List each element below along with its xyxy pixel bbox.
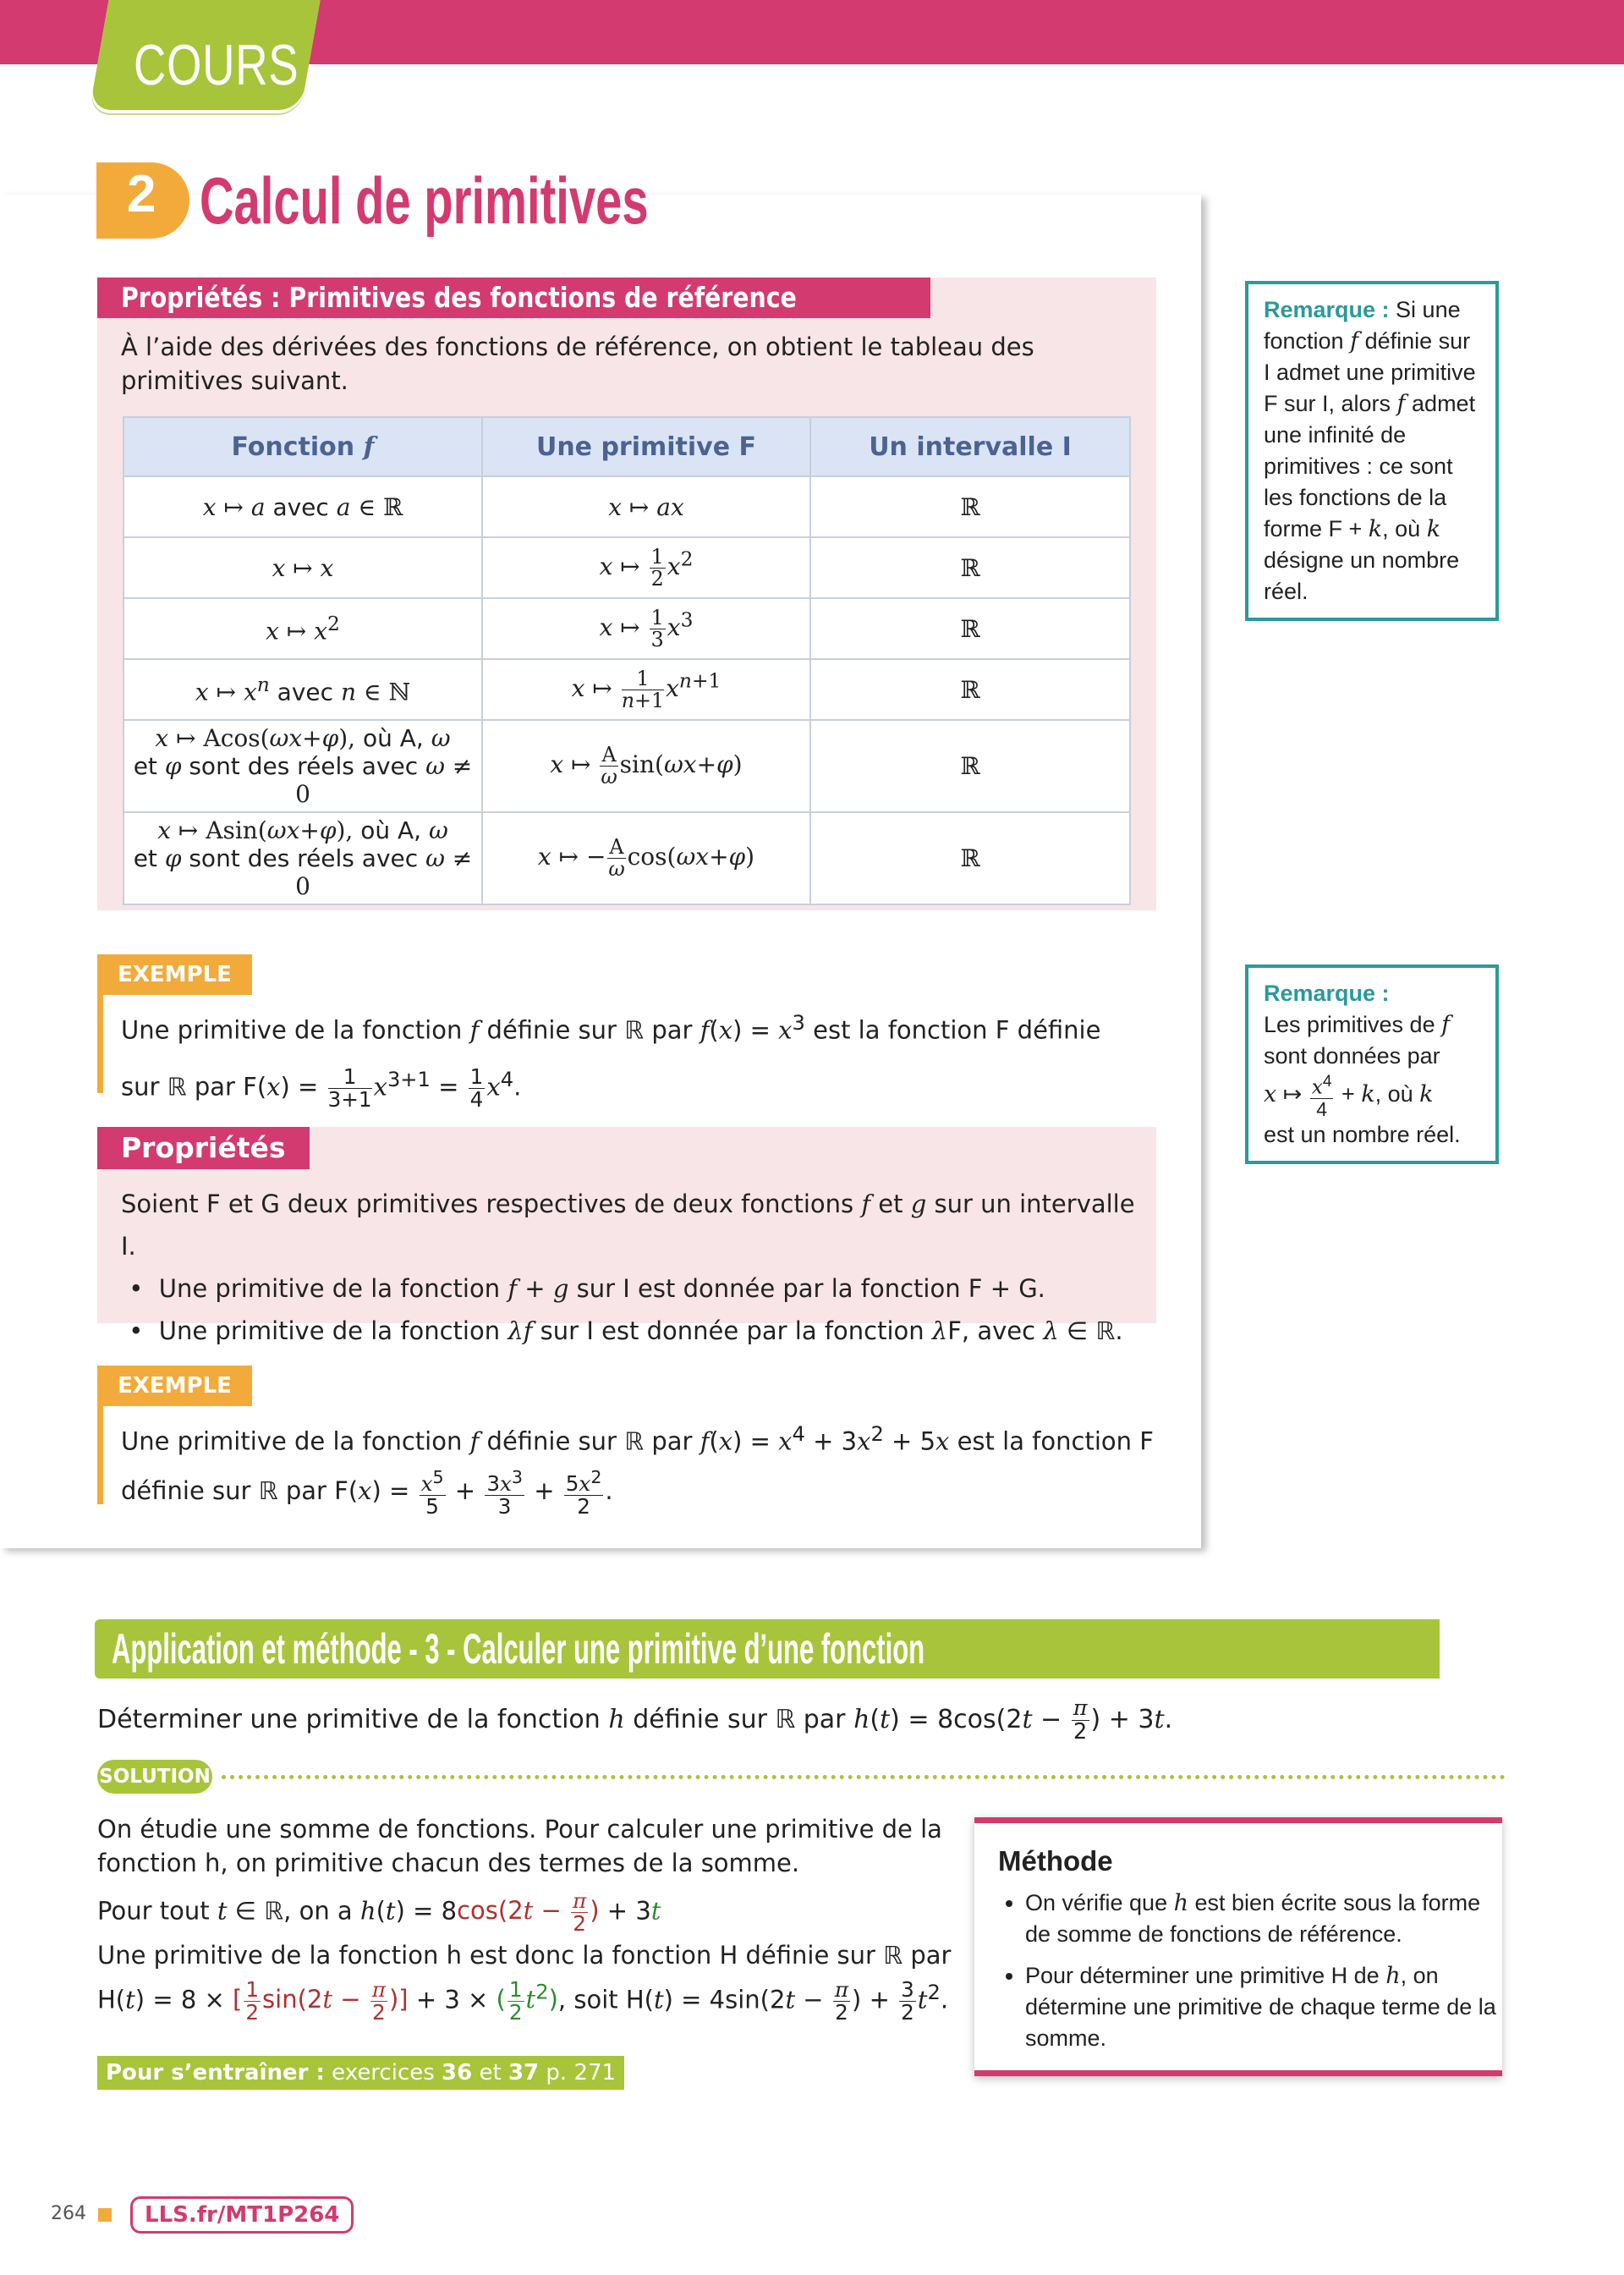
properties-heading-2: Propriétés (97, 1127, 310, 1169)
properties-text-2: Soient F et G deux primitives respectives de deux fonctions f et g sur un intervalle I. • Une primitive de la fonction f + g sur I est donnée par la fonction F + G. • Une primitive de la fonction λf sur I est donnée par la fonction λF, avec λ ∈ ℝ. (121, 1190, 1135, 1345)
cell-function: x ↦ Acos(ωx+φ), où A, ω et φ sont des réels avec ω ≠ 0 (123, 720, 482, 812)
primitives-table (123, 416, 1131, 905)
method-item: • On vérifie que h est bien écrite sous la forme de somme de fonctions de référence. (1025, 1888, 1502, 1950)
table-row (123, 537, 1130, 598)
practice-link[interactable]: Pour s’entraîner : exercices 36 et 37 p. 271 (97, 2056, 624, 2090)
table-row (123, 812, 1130, 904)
solution-divider (222, 1775, 1506, 1779)
cell-interval: ℝ (810, 537, 1130, 598)
section-number: 2 (127, 165, 156, 223)
cell-primitive: x ↦ $\frac{A}{\omega}$ sin(ωx+φ) (482, 720, 810, 812)
table-row (123, 476, 1130, 537)
properties-intro: À l’aide des dérivées des fonctions de référence, on obtient le tableau des primitives suivant. (121, 332, 1034, 395)
solution-paragraph: H(t) = 8 × [ $\frac{1}{2}$ sin(2t − $\frac{\pi}{2}$ )] + 3 × ( $\frac{1}{2}$ $t^2$), soit H(t) = 4sin(2t − $\frac{\pi}{2}$ ) + $\frac{3}{2}$ $t^2$. (97, 1977, 949, 2025)
footer-square (98, 2208, 112, 2222)
table-row (123, 659, 1130, 720)
method-title: Méthode (998, 1845, 1113, 1877)
remark-box: Remarque : Si une fonction f définie sur I admet une primitive F sur I, alors f admet une infinité de primitives : ce sont les fonctions de la forme F + k, où k désigne un nombre réel. (1245, 281, 1499, 621)
remark-label-2: Remarque : (1264, 981, 1390, 1006)
cell-function: x ↦ $x^n$ avec n ∈ ℕ (123, 659, 482, 720)
col-header-primitive: Une primitive F (482, 417, 810, 476)
remark-box-2: Remarque : Les primitives de f sont données par x ↦ $\frac{x^4}{4}$ + k, où k est un nombre réel. (1245, 964, 1499, 1164)
application-title-bar: Application et méthode - 3 - Calculer une primitive d’une fonction (95, 1619, 1440, 1679)
example-label: EXEMPLE (97, 954, 252, 995)
table-row (123, 720, 1130, 812)
cell-interval: ℝ (810, 476, 1130, 537)
cell-primitive: x ↦ $\frac{1}{n+1}$ $x^{n+1}$ (482, 659, 810, 720)
example-bar-2 (97, 1406, 103, 1504)
solution-paragraph: Une primitive de la fonction h est donc la fonction H définie sur ℝ par (97, 1940, 952, 1970)
cell-function: x ↦ x (123, 537, 482, 598)
footer-link[interactable]: LLS.fr/MT1P264 (130, 2196, 354, 2234)
method-box (974, 1817, 1502, 2076)
example-bar (97, 995, 103, 1093)
cell-interval: ℝ (810, 720, 1130, 812)
table-row (123, 598, 1130, 659)
solution-paragraph: Pour tout t ∈ ℝ, on a h(t) = 8cos(2t − $\frac{\pi}{2}$ ) + 3t (97, 1888, 661, 1936)
application-question: Déterminer une primitive de la fonction h définie sur ℝ par h(t) = 8cos(2t − $\frac{\pi}{2}$ ) + 3t. (97, 1695, 1173, 1745)
cell-interval: ℝ (810, 659, 1130, 720)
example-text: Une primitive de la fonction f définie sur ℝ par $f(x) = x^3$ est la fonction F définie sur ℝ par F(x) = $\frac{1}{3+1}$ $x^{3+1}$ = $\frac{1}{4}$ $x^4$. (121, 1011, 1101, 1112)
example-text-2: Une primitive de la fonction f définie sur ℝ par $f(x) = x^4 + 3x^2 + 5x$ est la fonction F définie sur ℝ par F(x) = $\frac{x^5}{5}$ + $\frac{3x^3}{3}$ + $\frac{5x^2}{2}$ . (121, 1422, 1154, 1519)
cell-primitive: x ↦ $\frac{1}{3}$ $x^3$ (482, 598, 810, 659)
solution-text (97, 1812, 952, 2034)
cell-primitive: x ↦ ax (482, 476, 810, 537)
solution-label: SOLUTION (97, 1760, 212, 1794)
method-list (974, 1888, 1502, 2054)
cours-tab-label: COURS (134, 33, 299, 97)
col-header-interval: Un intervalle I (810, 417, 1130, 476)
cell-primitive: x ↦ $\frac{1}{2}$ $x^2$ (482, 537, 810, 598)
table-header-row (123, 417, 1130, 476)
cell-function: x ↦ a avec a ∈ ℝ (123, 476, 482, 537)
cell-primitive: x ↦ − $\frac{A}{\omega}$ cos(ωx+φ) (482, 812, 810, 904)
cell-interval: ℝ (810, 812, 1130, 904)
remark-label: Remarque : (1264, 297, 1390, 322)
solution-paragraph: On étudie une somme de fonctions. Pour calculer une primitive de la fonction h, on primitive chacun des termes de la somme. (97, 1815, 942, 1877)
section-title: Calcul de primitives (200, 163, 649, 238)
col-header-function: Fonction f (123, 417, 482, 476)
cell-interval: ℝ (810, 598, 1130, 659)
cell-function: x ↦ Asin(ωx+φ), où A, ω et φ sont des réels avec ω ≠ 0 (123, 812, 482, 904)
properties-heading: Propriétés : Primitives des fonctions de référence (97, 278, 930, 318)
cell-function: x ↦ $x^2$ (123, 598, 482, 659)
page-number: 264 (51, 2203, 86, 2224)
method-item: • Pour déterminer une primitive H de h, on détermine une primitive de chaque terme de la somme. (1025, 1960, 1502, 2054)
example-label-2: EXEMPLE (97, 1366, 252, 1406)
